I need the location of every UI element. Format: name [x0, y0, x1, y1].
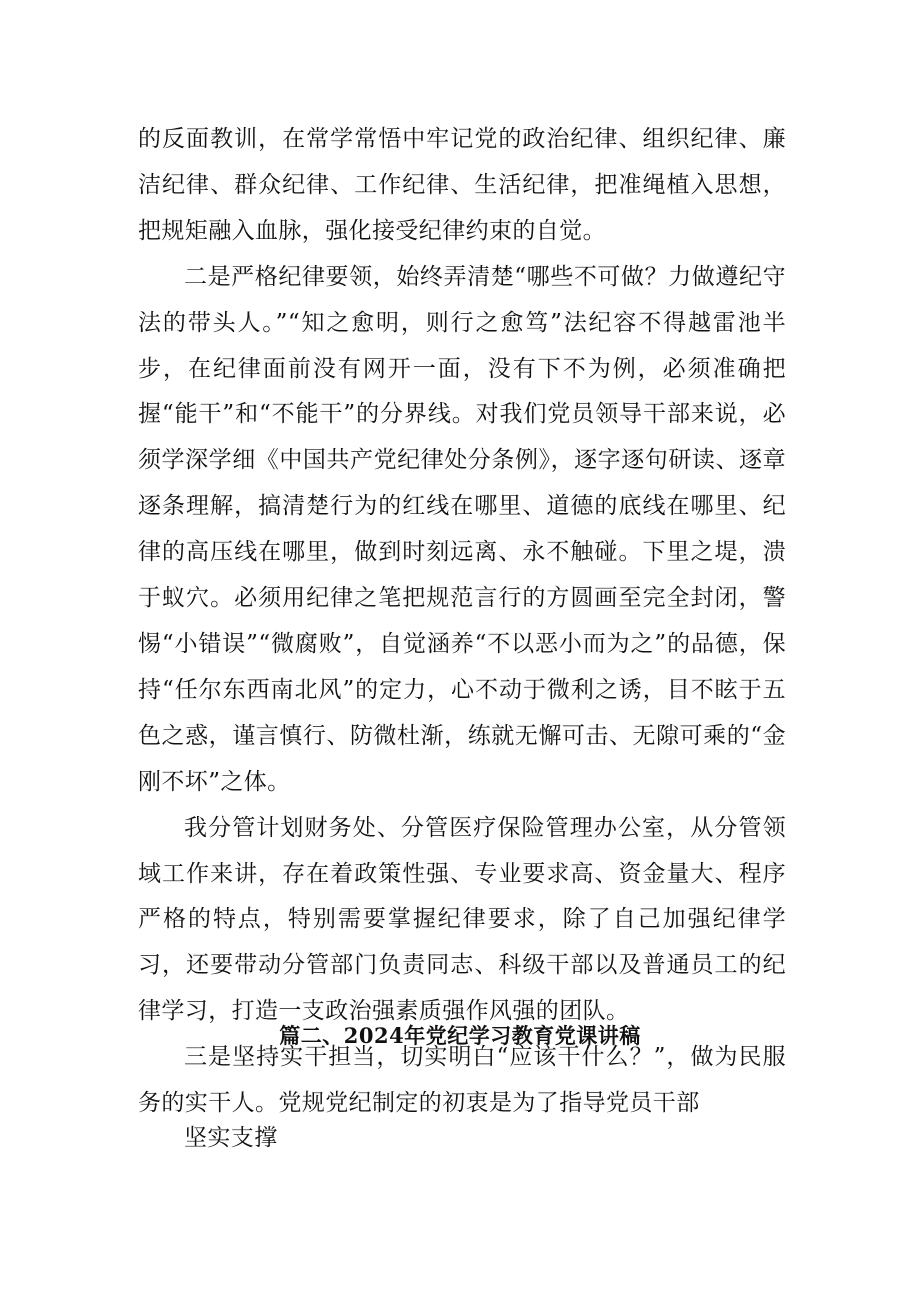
section-title: 篇二、2024年党纪学习教育党课讲稿 — [279, 1023, 641, 1048]
paragraph-continuation: 的反面教训，在常学常悟中牢记党的政治纪律、组织纪律、廉洁纪律、群众纪律、工作纪律、生活纪律，把准绳植入思想，把规矩融入血脉，强化接受纪律约束的自觉。 — [138, 126, 786, 244]
subheading: 坚实支撑 — [184, 1125, 278, 1151]
paragraph-responsibility-areas: 我分管计划财务处、分管医疗保险管理办公室，从分管领域工作来讲，存在着政策性强、专业要求高、资金量大、程序严格的特点，特别需要掌握纪律要求，除了自己加强纪律学习，还要带动分管部门负责同志、科级干部以及普通员工的纪律学习，打造一支政治强素质强作风强的团队。 — [138, 814, 786, 1025]
paragraph-strict-discipline: 二是严格纪律要领，始终弄清楚“哪些不可做？力做遵纪守法的带头人。”“知之愈明，则行之愈笃”法纪容不得越雷池半步，在纪律面前没有网开一面，没有下不为例，必须准确把握“能干”和“不能干”的分界线。对我们党员领导干部来说，必须学深学细《中国共产党纪律处分条例》，逐字逐句研读、逐章逐条理解，搞清楚行为的红线在哪里、道德的底线在哪里、纪律的高压线在哪里，做到时刻远离、永不触碰。下里之堤，溃于蚁穴。必须用纪律之笔把规范言行的方圆画至完全封闭，警惕“小错误”“微腐败”，自觉涵养“不以恶小而为之”的品德，保持“任尔东西南北风”的定力，心不动于微利之诱，目不眩于五色之惑，谨言慎行、防微杜渐，练就无懈可击、无隙可乘的“金刚不坏”之体。 — [138, 263, 786, 795]
paragraph-practical-work: 三是坚持实干担当，切实明白“应该干什么？”，做为民服务的实干人。党规党纪制定的初衷是为了指导党员干部 — [138, 1044, 786, 1117]
document-body — [138, 117, 786, 1127]
